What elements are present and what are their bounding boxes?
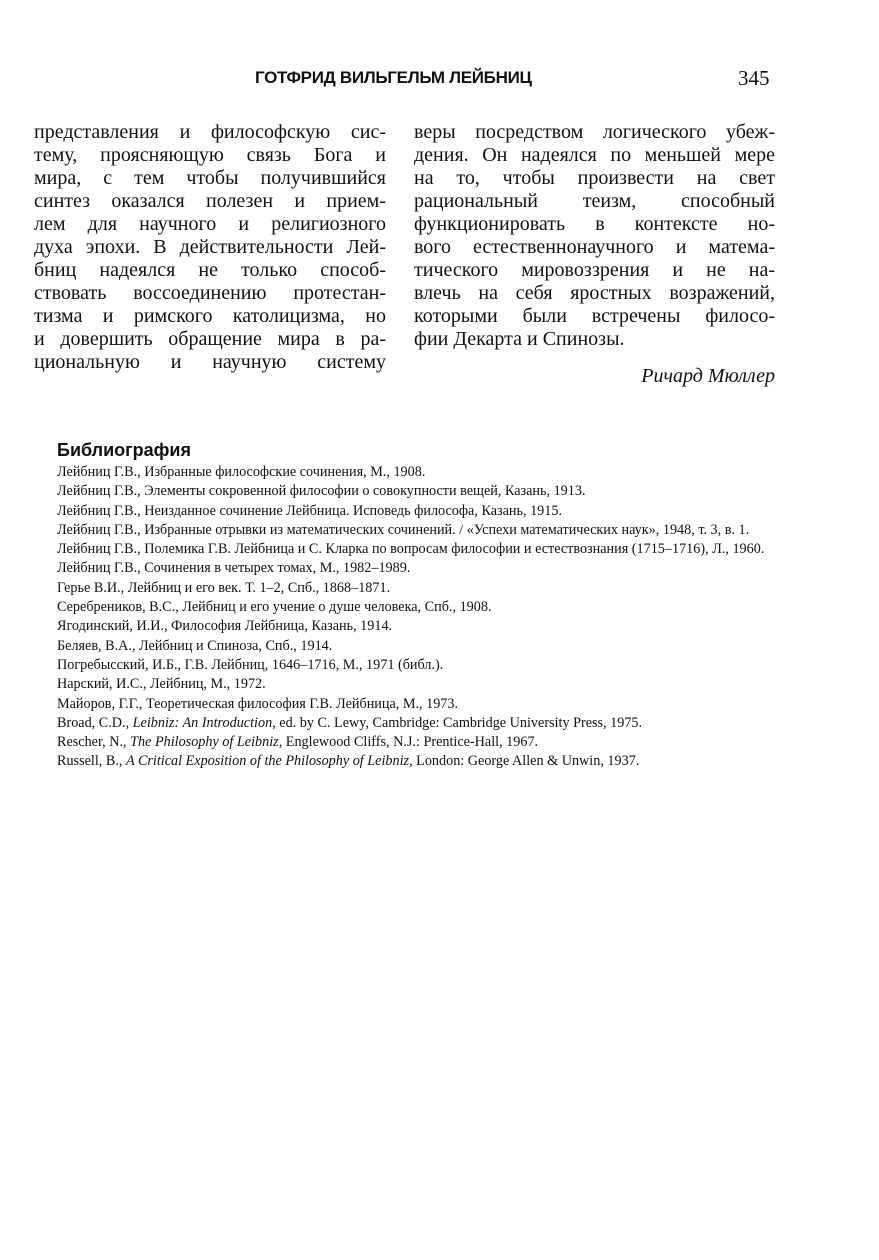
text-line: функционировать в контексте но- [414, 213, 775, 235]
text-column-left [34, 121, 386, 374]
text-line: тического мировоззрения и не на- [414, 259, 775, 281]
text-line: влечь на себя яростных возражений, [414, 282, 775, 304]
bibliography-entry: Беляев, В.А., Лейбниц и Спиноза, Спб., 1914. [57, 637, 333, 654]
bibliography-entry: Нарский, И.С., Лейбниц, М., 1972. [57, 676, 266, 693]
text-line: тему, проясняющую связь Бога и [34, 144, 386, 166]
bibliography-entry: Лейбниц Г.В., Неизданное сочинение Лейбница. Исповедь философа, Казань, 1915. [57, 502, 563, 519]
text-line: представления и философскую сис- [34, 121, 386, 143]
bibliography-heading: Библиография [57, 440, 191, 460]
bibliography-entry: Лейбниц Г.В., Избранные философские сочинения, М., 1908. [57, 464, 426, 480]
text-line: на то, чтобы произвести на свет [414, 167, 775, 189]
text-line: дения. Он надеялся по меньшей мере [414, 144, 775, 166]
text-line: циональную и научную систему [34, 351, 386, 373]
running-head: ГОТФРИД ВИЛЬГЕЛЬМ ЛЕЙБНИЦ [255, 68, 532, 87]
bibliography-entry: Герье В.И., Лейбниц и его век. Т. 1–2, Спб., 1868–1871. [57, 579, 391, 596]
bibliography-entry: Серебреников, В.С., Лейбниц и его учение о душе человека, Спб., 1908. [57, 599, 492, 616]
text-line: веры посредством логического убеж- [414, 121, 775, 143]
bibliography-entry: Лейбниц Г.В., Элементы сокровенной философии о совокупности вещей, Казань, 1913. [57, 483, 586, 500]
bibliography-entry: Russell, B., A Critical Exposition of the Philosophy of Leibniz, London: George Allen & Unwin, 1937. [57, 753, 640, 770]
bibliography-entry: Лейбниц Г.В., Сочинения в четырех томах, М., 1982–1989. [57, 560, 411, 577]
text-line: рациональный теизм, способный [414, 190, 775, 212]
text-line: мира, с тем чтобы получившийся [34, 167, 386, 189]
text-line: духа эпохи. В действительности Лей- [34, 236, 386, 258]
text-line: и довершить обращение мира в ра- [34, 328, 386, 350]
bibliography-entry: Broad, C.D., Leibniz: An Introduction, ed. by C. Lewy, Cambridge: Cambridge University Press, 1975. [57, 714, 643, 731]
bibliography-entry: Погребысский, И.Б., Г.В. Лейбниц, 1646–1716, М., 1971 (библ.). [57, 656, 444, 673]
text-line: фии Декарта и Спинозы. [414, 328, 625, 350]
bibliography-entry: Майоров, Г.Г., Теоретическая философия Г.В. Лейбница, М., 1973. [57, 695, 459, 712]
text-line: которыми были встречены филосо- [414, 305, 775, 327]
page-number: 345 [738, 66, 770, 90]
text-line: тизма и римского католицизма, но [34, 305, 386, 327]
bibliography-entry: Ягодинский, И.И., Философия Лейбница, Казань, 1914. [57, 618, 393, 635]
text-column-right [414, 121, 775, 351]
text-line: вого естественнонаучного и матема- [414, 236, 775, 258]
article-author: Ричард Мюллер [641, 365, 775, 387]
bibliography-list [34, 463, 776, 772]
text-line: синтез оказался полезен и прием- [34, 190, 386, 212]
text-line: лем для научного и религиозного [34, 213, 386, 235]
bibliography-entry: Лейбниц Г.В., Избранные отрывки из математических сочинений. / «Успехи математических наук», 1948, т. 3, в. 1. [57, 521, 750, 538]
text-line: ствовать воссоединению протестан- [34, 282, 386, 304]
bibliography-entry: Rescher, N., The Philosophy of Leibniz, Englewood Cliffs, N.J.: Prentice-Hall, 1967. [57, 734, 539, 751]
text-line: бниц надеялся не только способ- [34, 259, 386, 281]
bibliography-entry: Лейбниц Г.В., Полемика Г.В. Лейбница и С. Кларка по вопросам философии и естествознания (1715–1716), Л., 1960. [57, 541, 765, 558]
